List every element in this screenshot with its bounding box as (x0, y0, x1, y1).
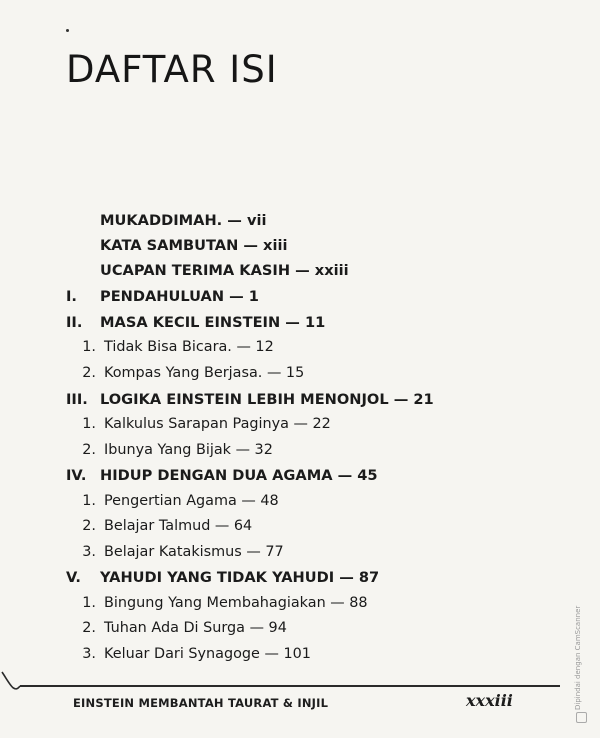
toc-entry: KATA SAMBUTAN — xiii (100, 237, 288, 254)
toc-entry: I. PENDAHULUAN — 1 (66, 288, 259, 305)
scanner-watermark: Dipindai dengan CamScanner (574, 605, 582, 710)
footer-rule (20, 685, 560, 687)
camscanner-icon (576, 712, 587, 723)
footer-book-title: EINSTEIN MEMBANTAH TAURAT & INJIL (73, 696, 329, 710)
page-edge-curve (0, 670, 24, 710)
ink-speck (66, 29, 69, 32)
toc-entry: V. YAHUDI YANG TIDAK YAHUDI — 87 (66, 569, 380, 586)
toc-entry: MUKADDIMAH. — vii (100, 212, 267, 229)
toc-entry: IV. HIDUP DENGAN DUA AGAMA — 45 (66, 467, 378, 484)
toc-entry: II. MASA KECIL EINSTEIN — 11 (66, 314, 326, 331)
document-page: DAFTAR ISI MUKADDIMAH. — vii KATA SAMBUTAN — xiii UCAPAN TERIMA KASIH — xxiii I. PENDAHULUAN — 1 II. MASA KECIL EINSTEIN — 11 1. Tidak Bisa Bicara. — 12 2. Kompas Yang Berjasa. — 15 III. LOGIKA EINSTEIN LEBIH MENONJOL — 21 1. Kalkulus Sarapan Paginya — 22 2. Ibunya Yang Bijak — 32 IV. HIDUP DENGAN DUA AGAMA — 45 1. Pengertian Agama — 48 2. Belajar Talmud — 64 3. Belajar Katakismus — 77 V. YAHUDI YANG TIDAK YAHUDI — 87 1. Bingung Yang Membahagiakan — 88 2. Tuhan Ada Di Surga — 94 3. Keluar Dari Synagoge — 101 EINSTEIN MEMBANTAH TAURAT & INJIL xxxiii Dipindai dengan CamScanner (0, 0, 600, 738)
footer-page-number: xxxiii (466, 691, 513, 710)
toc-entry: III. LOGIKA EINSTEIN LEBIH MENONJOL — 21 (66, 391, 434, 408)
page-title: DAFTAR ISI (66, 48, 278, 91)
toc-entry: UCAPAN TERIMA KASIH — xxiii (100, 262, 349, 279)
